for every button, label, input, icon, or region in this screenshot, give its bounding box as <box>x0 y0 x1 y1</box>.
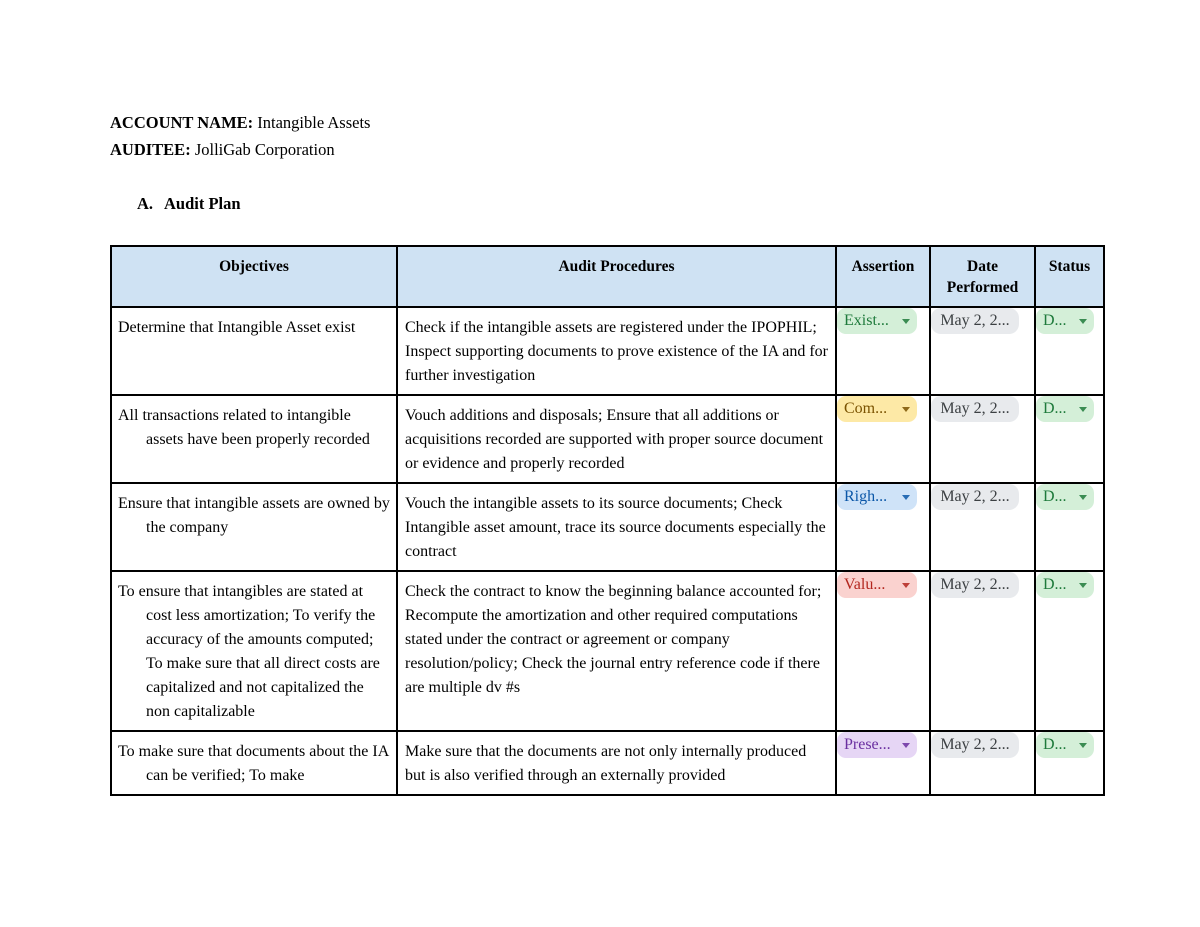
table-row <box>111 395 1104 483</box>
procedure-text: Make sure that the documents are not only internally produced but is also verified through an externally provided <box>405 743 807 784</box>
status-dropdown[interactable] <box>1036 484 1094 510</box>
account-name-line: ACCOUNT NAME: Intangible Assets <box>110 113 371 132</box>
status-dropdown[interactable] <box>1036 396 1094 422</box>
column-header-assertion: Assertion <box>836 246 930 307</box>
caret-down-icon <box>902 495 910 500</box>
section-number: A. <box>137 194 154 213</box>
account-name-label: ACCOUNT NAME <box>110 113 248 132</box>
caret-down-icon <box>902 319 910 324</box>
section-title: Audit Plan <box>164 194 241 213</box>
account-name-value: Intangible Assets <box>257 113 371 132</box>
audit-plan-table <box>110 245 1105 796</box>
caret-down-icon <box>1079 407 1087 412</box>
column-header-status: Status <box>1035 246 1104 307</box>
procedure-text: Vouch the intangible assets to its source documents; Check Intangible asset amount, trace its source documents especially the contract <box>405 495 826 560</box>
status-dropdown[interactable] <box>1036 308 1094 334</box>
date-value: May 2, 2... <box>940 312 1010 329</box>
caret-down-icon <box>1079 743 1087 748</box>
assertion-value: Com... <box>844 400 888 417</box>
auditee-line: AUDITEE: JolliGab Corporation <box>110 140 335 159</box>
date-value: May 2, 2... <box>940 576 1010 593</box>
caret-down-icon <box>902 407 910 412</box>
column-header-audit-procedures: Audit Procedures <box>397 246 836 307</box>
status-value: D... <box>1043 736 1067 753</box>
status-value: D... <box>1043 312 1067 329</box>
status-value: D... <box>1043 488 1067 505</box>
caret-down-icon <box>1079 583 1087 588</box>
section-heading <box>137 193 241 215</box>
caret-down-icon <box>902 743 910 748</box>
assertion-dropdown[interactable] <box>837 732 917 758</box>
assertion-value: Righ... <box>844 488 888 505</box>
table-row <box>111 307 1104 395</box>
assertion-dropdown[interactable] <box>837 308 917 334</box>
assertion-dropdown[interactable] <box>837 396 917 422</box>
status-dropdown[interactable] <box>1036 572 1094 598</box>
assertion-value: Valu... <box>844 576 886 593</box>
procedure-text: Check if the intangible assets are registered under the IPOPHIL; Inspect supporting documents to prove existence of the IA and for further investigation <box>405 319 828 384</box>
caret-down-icon <box>902 583 910 588</box>
column-header-objectives: Objectives <box>111 246 397 307</box>
table-row <box>111 483 1104 571</box>
objective-text: To make sure that documents about the IA can be verified; To make <box>118 743 389 784</box>
objective-text: Ensure that intangible assets are owned by the company <box>118 495 390 536</box>
caret-down-icon <box>1079 495 1087 500</box>
date-chip[interactable] <box>931 484 1019 510</box>
date-chip[interactable] <box>931 396 1019 422</box>
assertion-dropdown[interactable] <box>837 572 917 598</box>
auditee-label: AUDITEE <box>110 140 186 159</box>
assertion-dropdown[interactable] <box>837 484 917 510</box>
auditee-value: JolliGab Corporation <box>194 140 335 159</box>
date-value: May 2, 2... <box>940 400 1010 417</box>
procedure-text: Check the contract to know the beginning balance accounted for; Recompute the amortization and other required computations stated under the contract or agreement or company resolution/policy; Check the journal entry reference code if there are multiple dv #s <box>405 583 822 696</box>
assertion-value: Prese... <box>844 736 891 753</box>
status-dropdown[interactable] <box>1036 732 1094 758</box>
date-chip[interactable] <box>931 572 1019 598</box>
procedure-text: Vouch additions and disposals; Ensure that all additions or acquisitions recorded are supported with proper source document or evidence and properly recorded <box>405 407 824 472</box>
date-value: May 2, 2... <box>940 488 1010 505</box>
table-header-row <box>111 246 1104 307</box>
status-value: D... <box>1043 576 1067 593</box>
column-header-date-performed: Date Performed <box>930 246 1035 307</box>
caret-down-icon <box>1079 319 1087 324</box>
assertion-value: Exist... <box>844 312 889 329</box>
objective-text: To ensure that intangibles are stated at cost less amortization; To verify the accuracy of the amounts computed; To make sure that all direct costs are capitalized and not capitalized the non capitalizable <box>118 583 380 720</box>
objective-text: Determine that Intangible Asset exist <box>118 319 356 336</box>
status-value: D... <box>1043 400 1067 417</box>
date-value: May 2, 2... <box>940 736 1010 753</box>
date-chip[interactable] <box>931 308 1019 334</box>
table-row <box>111 571 1104 731</box>
date-chip[interactable] <box>931 732 1019 758</box>
table-row <box>111 731 1104 795</box>
objective-text: All transactions related to intangible assets have been properly recorded <box>118 407 370 448</box>
